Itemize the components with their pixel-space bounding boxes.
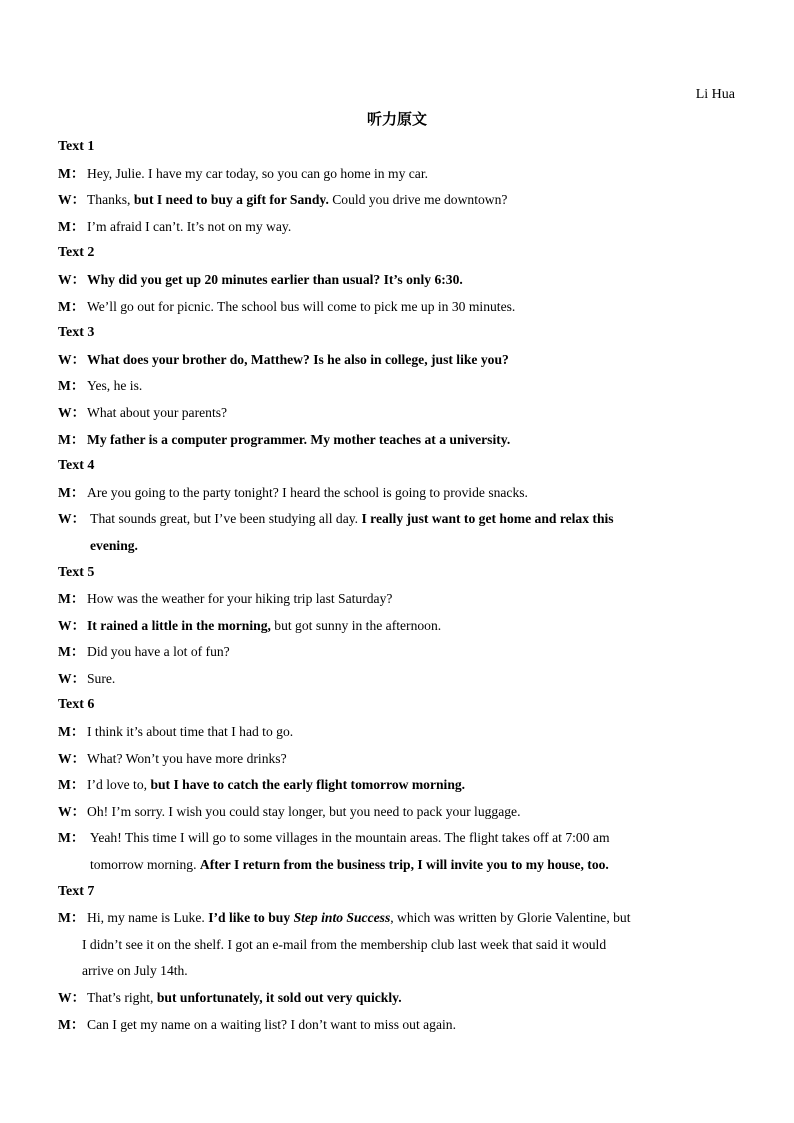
dialogue-line: W： What about your parents? [58,400,736,427]
speaker: W： [58,670,86,686]
dialogue-line: M： My father is a computer programmer. My mother teaches at a university. [58,427,736,454]
dialogue-line: W： Thanks, but I need to buy a gift for Sandy. Could you drive me downtown? [58,187,736,214]
dialogue-line: M： I’m afraid I can’t. It’s not on my way. [58,214,736,241]
speaker: W： [58,271,86,287]
text-3-label: Text 3 [58,325,95,341]
dialogue-line: W： What does your brother do, Matthew? Is he also in college, just like you? [58,347,736,374]
transcript [58,134,736,1038]
text-6-label: Text 6 [58,697,95,713]
page-title: 听力原文 [366,110,427,128]
speaker: M： [58,910,85,926]
text-1-label: Text 1 [58,139,95,154]
speaker: W： [58,351,86,367]
dialogue-line: M： Are you going to the party tonight? I heard the school is going to provide snacks. [58,480,736,507]
speaker: M： [58,298,85,314]
speaker: W： [58,750,86,766]
author-name: Li Hua [695,87,735,102]
dialogue-line: M： How was the weather for your hiking trip last Saturday? [58,586,736,613]
dialogue-line-continued: I didn’t see it on the shelf. I got an e-mail from the membership club last week that said it would [82,936,607,952]
dialogue-line: M： Yeah! This time I will go to some villages in the mountain areas. The flight takes off at 7:00 am [58,825,736,852]
dialogue-line: M： Yes, he is. [58,373,736,400]
speaker: W： [58,404,86,420]
text-4-label: Text 4 [58,458,95,474]
speaker: M： [58,378,85,394]
dialogue-line: M： I’d love to, but I have to catch the early flight tomorrow morning. [58,772,736,799]
speaker: M： [58,591,85,607]
dialogue-line: M： Hi, my name is Luke. I’d like to buy Step into Success, which was written by Glorie Valentine, but [58,905,736,932]
dialogue-line: W： Sure. [58,666,736,693]
dialogue-line-continued: tomorrow morning. After I return from the business trip, I will invite you to my house, too. [90,857,609,873]
speaker: M： [58,724,85,740]
dialogue-line: W： That sounds great, but I’ve been studying all day. I really just want to get home and relax this [58,506,736,533]
speaker: M： [58,1016,85,1032]
speaker: M： [58,165,85,181]
text-7-label: Text 7 [58,883,95,899]
dialogue-line: M： I think it’s about time that I had to go. [58,719,736,746]
dialogue-line: M： Did you have a lot of fun? [58,639,736,666]
dialogue-line: W： Why did you get up 20 minutes earlier than usual? It’s only 6:30. [58,267,736,294]
speaker: M： [58,484,85,500]
dialogue-line: M： We’ll go out for picnic. The school bus will come to pick me up in 30 minutes. [58,294,736,321]
speaker: W： [58,990,86,1005]
speaker: M： [58,777,85,793]
speaker: M： [58,218,85,234]
dialogue-line-continued: arrive on July 14th. [82,963,188,979]
speaker: M： [58,431,85,447]
text-2-label: Text 2 [58,245,95,261]
dialogue-line: M： Can I get my name on a waiting list? I don’t want to miss out again. [58,1012,736,1039]
speaker: M： [58,830,85,846]
text-5-label: Text 5 [58,564,95,580]
dialogue-line: M： Hey, Julie. I have my car today, so you can go home in my car. [58,161,736,188]
dialogue-line-continued: evening. [90,537,138,553]
book-title: Step into Success [293,910,391,926]
dialogue-line: W： What? Won’t you have more drinks? [58,746,736,773]
dialogue-line: W： It rained a little in the morning, but got sunny in the afternoon. [58,613,736,640]
speaker: W： [58,617,86,633]
speaker: M： [58,644,85,660]
speaker: W： [58,192,86,208]
speaker: W： [58,511,86,527]
dialogue-line: W： That’s right, but unfortunately, it sold out very quickly. [58,985,736,1012]
speaker: W： [58,803,86,819]
dialogue-line: W： Oh! I’m sorry. I wish you could stay longer, but you need to pack your luggage. [58,799,736,826]
